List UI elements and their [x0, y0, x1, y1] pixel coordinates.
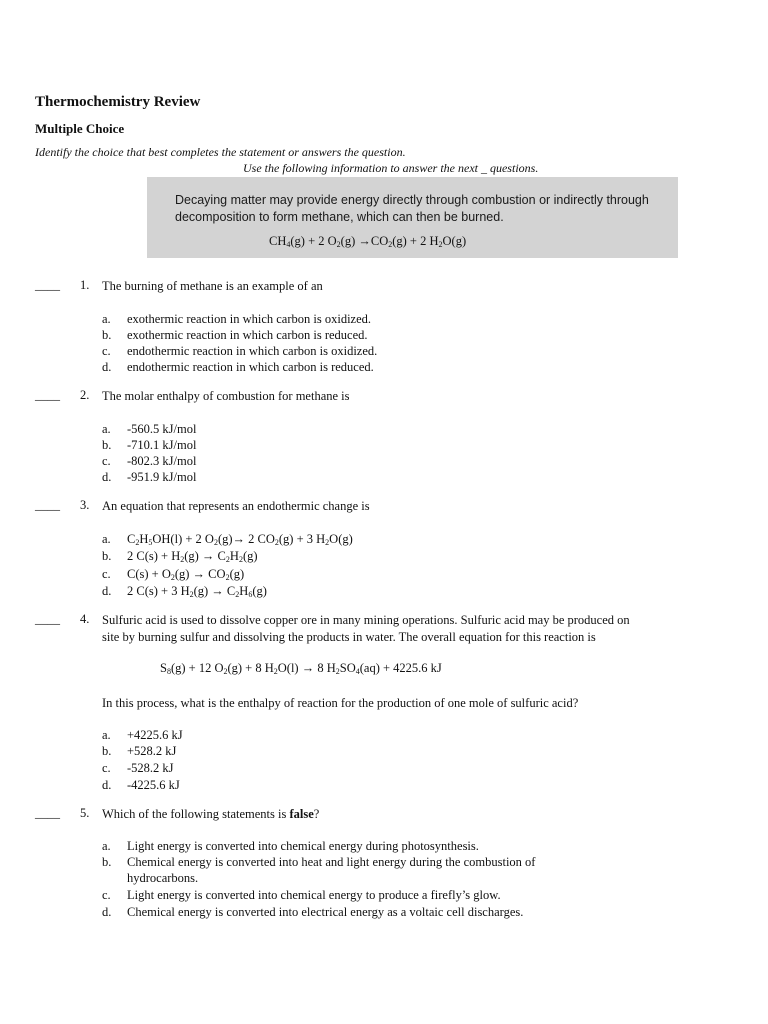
option-letter: a. [102, 312, 111, 326]
question-text: The burning of methane is an example of an [102, 279, 323, 293]
option-text: -710.1 kJ/mol [127, 438, 197, 452]
question-text [102, 806, 642, 823]
answer-blank[interactable]: ____ [35, 612, 60, 626]
option-letter: d. [102, 778, 112, 792]
question-4-equation: $S_8(g) + 12$ $O_2(g) + 8$ $H_2O(l) \to 8$ $H_2SO_4(aq) + 4225.6$ kJ [160, 661, 442, 676]
option-text: +4225.6 kJ [127, 728, 183, 742]
option-letter: a. [102, 728, 111, 742]
use-info-text: Use the following information to answer the next _ questions. [243, 161, 539, 175]
instruction-text: Identify the choice that best completes the statement or answers the question. [35, 145, 406, 159]
option-text: endothermic reaction in which carbon is reduced. [127, 360, 374, 374]
option-text: -4225.6 kJ [127, 778, 180, 792]
option-letter: b. [102, 549, 112, 563]
option-letter: a. [102, 422, 111, 436]
option-letter: a. [102, 532, 111, 546]
option-letter: d. [102, 470, 112, 484]
question-number: 1. [80, 278, 90, 292]
option-text: exothermic reaction in which carbon is oxidized. [127, 312, 372, 326]
section-heading: Multiple Choice [35, 121, 125, 136]
option-text: -528.2 kJ [127, 761, 174, 775]
option-text: Light energy is converted into chemical energy during photosynthesis. [127, 839, 479, 853]
answer-blank[interactable]: ____ [35, 388, 60, 402]
question-4-followup: In this process, what is the enthalpy of reaction for the production of one mole of sulfuric acid? [102, 696, 579, 710]
option-letter: b. [102, 855, 112, 869]
option-letter: b. [102, 438, 112, 452]
option-letter: c. [102, 888, 111, 902]
question-text: The molar enthalpy of combustion for methane is [102, 389, 350, 403]
question-text: An equation that represents an endothermic change is [102, 499, 370, 513]
option-text: $C(s) + O_2(g) \to CO_2(g)$ [127, 567, 245, 582]
option-text: $C_2H_5OH(l) + 2$ $O_2(g)\to 2$ $CO_2(g) + 3$ $H_2O(g)$ [127, 532, 353, 547]
info-box-text: Decaying matter may provide energy directly through combustion or indirectly through decomposition to form methane, which can then be burned. [175, 193, 649, 224]
option-text: 2 $C(s) + H_2(g) \to C_2H_2(g)$ [127, 549, 258, 564]
answer-blank[interactable]: ____ [35, 806, 60, 820]
question-text-before: Which of the following statements is [102, 807, 290, 821]
option-text: 2 C(s) + 3 $H_2(g) \to C_2H_6(g)$ [127, 584, 267, 599]
question-number: 4. [80, 612, 90, 626]
option-letter: b. [102, 744, 112, 758]
option-letter: c. [102, 761, 111, 775]
option-text: -951.9 kJ/mol [127, 470, 197, 484]
option-text: exothermic reaction in which carbon is reduced. [127, 328, 368, 342]
question-text: Sulfuric acid is used to dissolve copper ore in many mining operations. Sulfuric acid may be produced on site by burning sulfur and dissolving the products in water. The overall equation for this reaction is [102, 613, 630, 644]
option-letter: b. [102, 328, 112, 342]
question-text-after: ? [313, 807, 320, 821]
option-letter: c. [102, 567, 111, 581]
option-text: Chemical energy is converted into heat and light energy during the combustion of hydrocarbons. [127, 855, 536, 885]
answer-blank[interactable]: ____ [35, 278, 60, 292]
option-text: -560.5 kJ/mol [127, 422, 197, 436]
option-letter: a. [102, 839, 111, 853]
option-text: -802.3 kJ/mol [127, 454, 197, 468]
info-box-equation: $CH_4(g) + 2$ $O_2(g) \to CO_2(g) + 2$ $H_2O(g)$ [269, 234, 467, 249]
option-letter: c. [102, 344, 111, 358]
question-number: 2. [80, 388, 90, 402]
option-text: endothermic reaction in which carbon is oxidized. [127, 344, 378, 358]
option-letter: d. [102, 360, 112, 374]
option-text: Chemical energy is converted into electrical energy as a voltaic cell discharges. [127, 905, 524, 919]
page-title: Thermochemistry Review [35, 94, 201, 110]
question-number: 5. [80, 806, 90, 820]
option-letter: d. [102, 584, 112, 598]
question-text-emphasis: false [289, 807, 314, 821]
option-letter: d. [102, 905, 112, 919]
question-number: 3. [80, 498, 90, 512]
option-text: Light energy is converted into chemical energy to produce a firefly’s glow. [127, 888, 501, 902]
option-letter: c. [102, 454, 111, 468]
answer-blank[interactable]: ____ [35, 498, 60, 512]
info-box [147, 177, 678, 258]
option-text: +528.2 kJ [127, 744, 177, 758]
